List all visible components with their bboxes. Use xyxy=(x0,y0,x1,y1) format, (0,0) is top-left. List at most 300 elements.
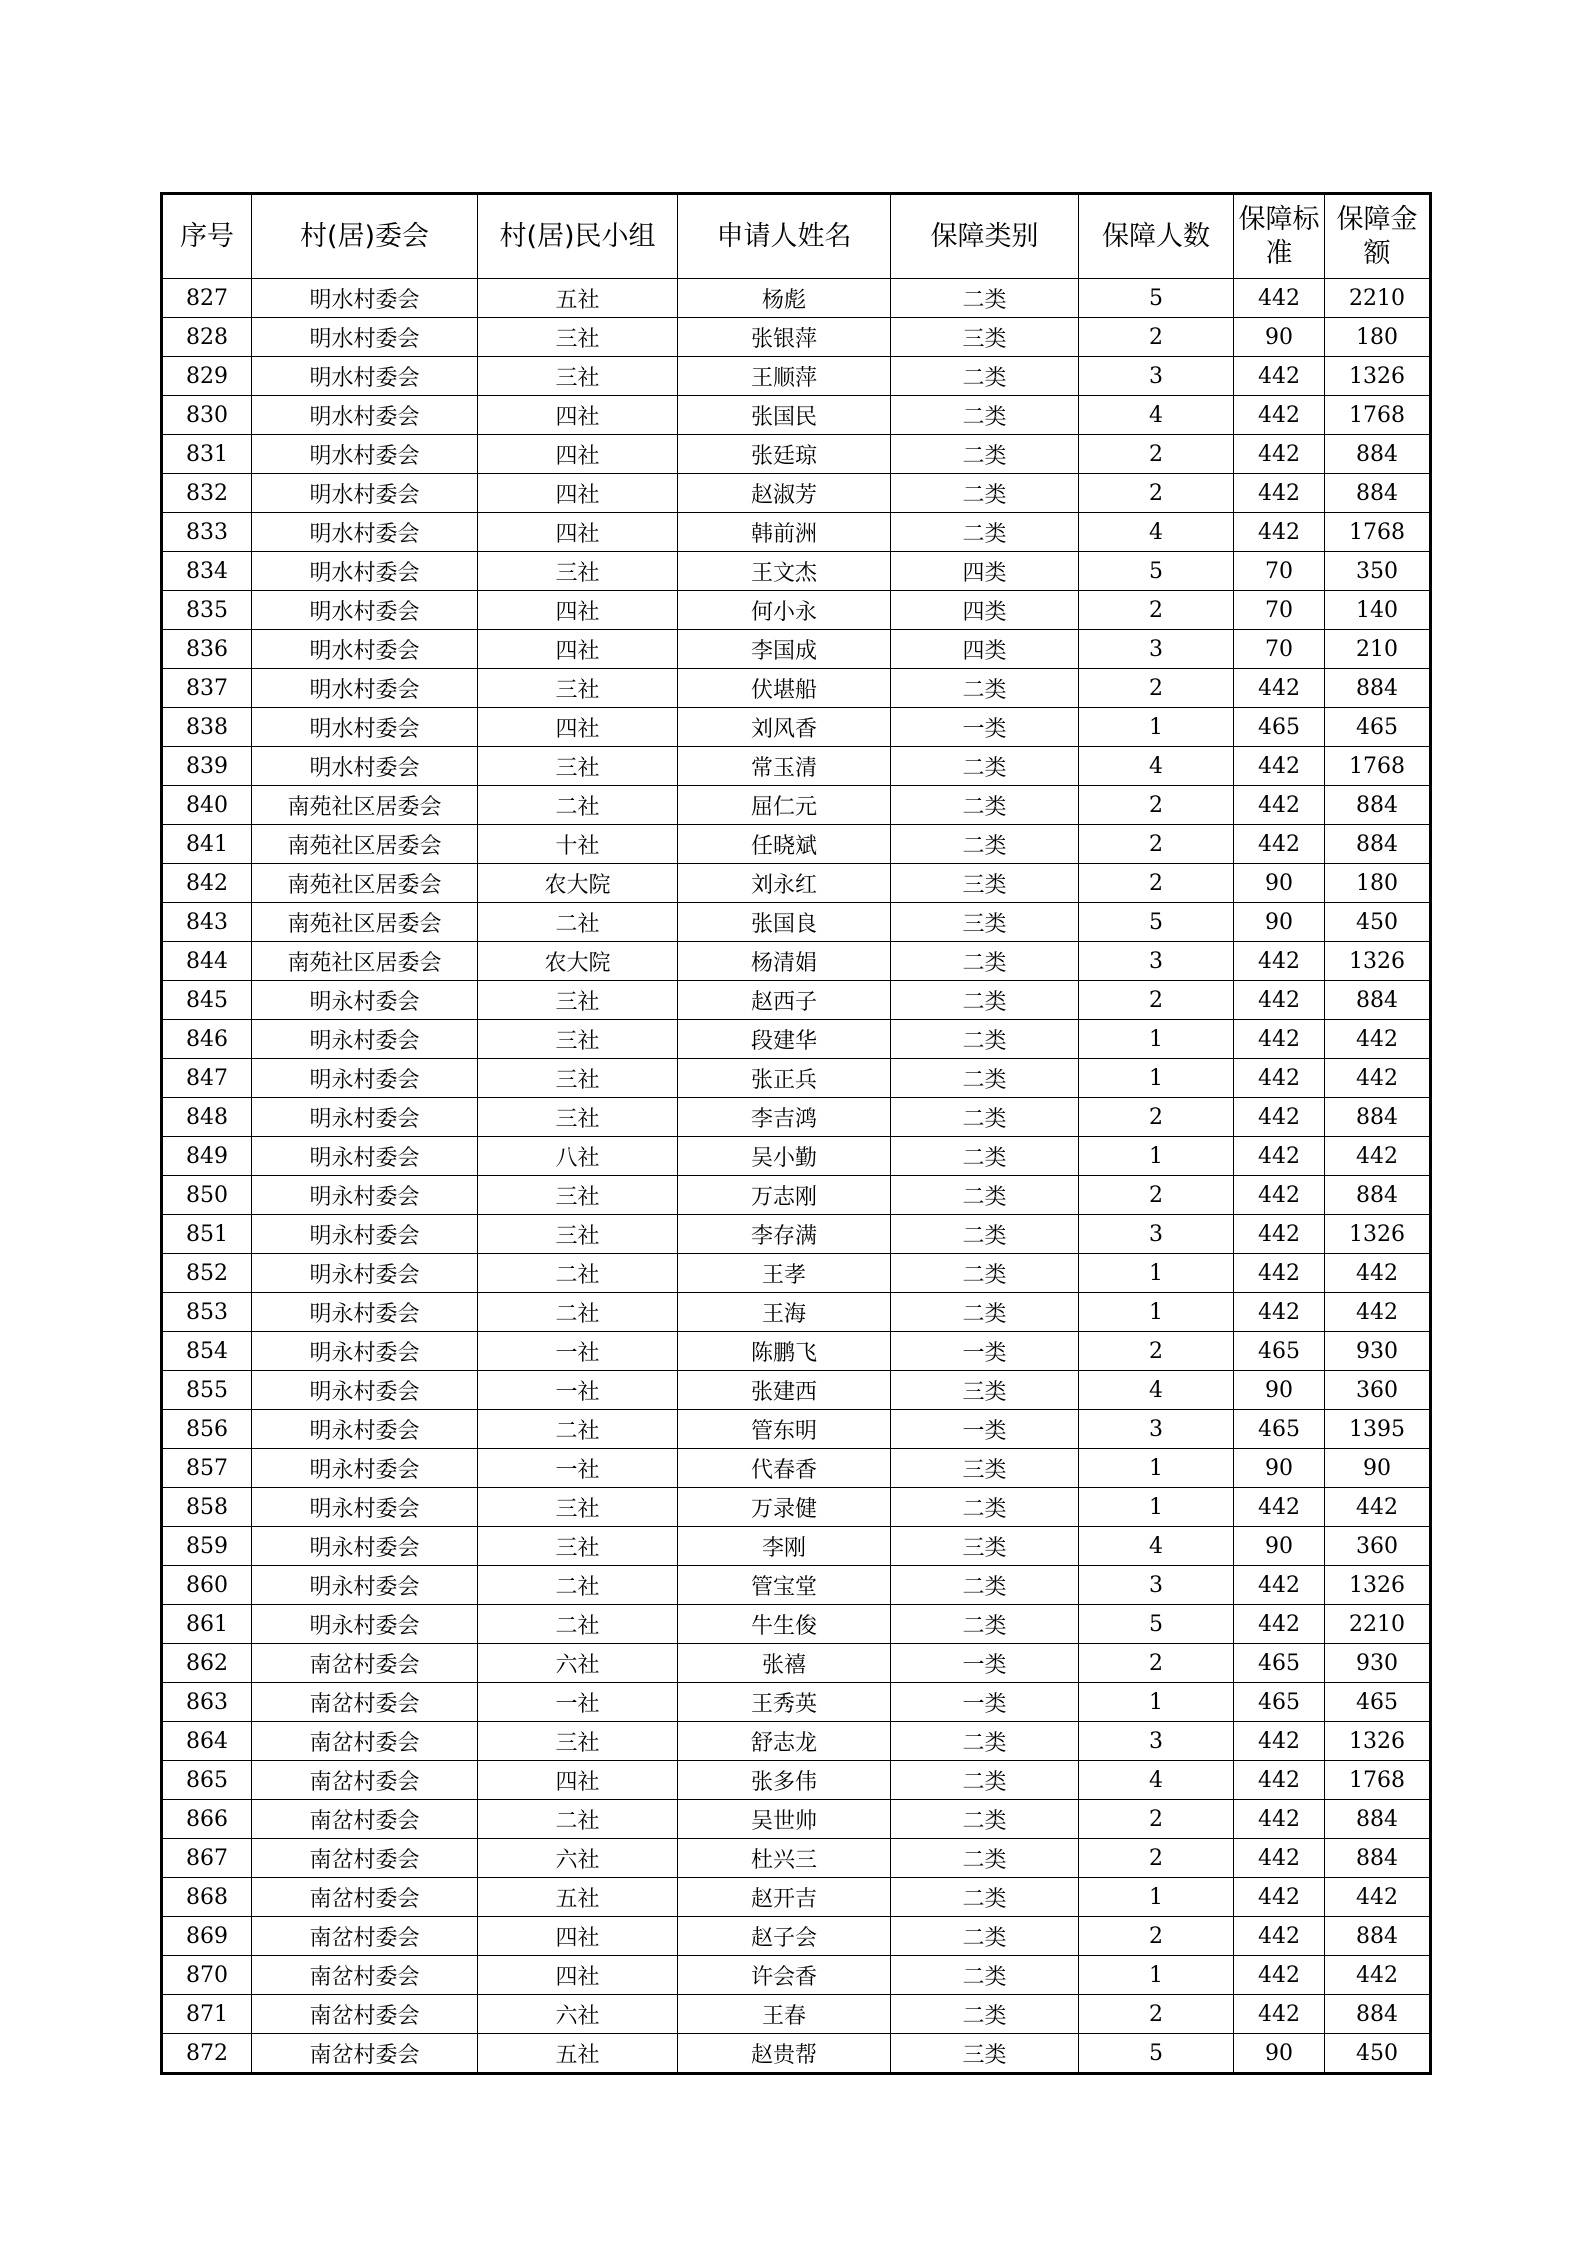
table-row xyxy=(162,552,1431,591)
assistance-category-cell: 四类 xyxy=(891,630,1079,669)
village-group-cell: 三社 xyxy=(478,1059,678,1098)
village-group-cell: 四社 xyxy=(478,630,678,669)
standard-amount-cell: 442 xyxy=(1234,1137,1325,1176)
table-row xyxy=(162,1800,1431,1839)
applicant-name-cell: 赵淑芳 xyxy=(678,474,891,513)
household-size-cell: 5 xyxy=(1079,552,1234,591)
table-row xyxy=(162,1293,1431,1332)
assistance-category-cell: 一类 xyxy=(891,1410,1079,1449)
village-group-cell: 三社 xyxy=(478,318,678,357)
village-group-cell: 一社 xyxy=(478,1371,678,1410)
household-size-cell: 3 xyxy=(1079,1410,1234,1449)
total-amount-cell: 350 xyxy=(1325,552,1431,591)
applicant-name-cell: 张禧 xyxy=(678,1644,891,1683)
serial-number-cell: 834 xyxy=(162,552,252,591)
standard-amount-cell: 442 xyxy=(1234,1488,1325,1527)
village-committee-cell: 明水村委会 xyxy=(252,435,478,474)
table-row xyxy=(162,435,1431,474)
standard-amount-cell: 70 xyxy=(1234,552,1325,591)
serial-number-cell: 841 xyxy=(162,825,252,864)
applicant-name-cell: 万录健 xyxy=(678,1488,891,1527)
assistance-category-cell: 二类 xyxy=(891,435,1079,474)
applicant-name-cell: 伏堪船 xyxy=(678,669,891,708)
household-size-cell: 2 xyxy=(1079,1995,1234,2034)
village-group-cell: 一社 xyxy=(478,1449,678,1488)
applicant-name-cell: 王秀英 xyxy=(678,1683,891,1722)
table-row xyxy=(162,630,1431,669)
serial-number-cell: 843 xyxy=(162,903,252,942)
total-amount-cell: 930 xyxy=(1325,1644,1431,1683)
table-row xyxy=(162,864,1431,903)
applicant-name-cell: 任晓斌 xyxy=(678,825,891,864)
serial-number-cell: 851 xyxy=(162,1215,252,1254)
village-committee-cell: 明永村委会 xyxy=(252,1566,478,1605)
total-amount-cell: 1326 xyxy=(1325,357,1431,396)
village-group-cell: 三社 xyxy=(478,1098,678,1137)
village-committee-cell: 南岔村委会 xyxy=(252,1644,478,1683)
serial-number-cell: 853 xyxy=(162,1293,252,1332)
applicant-name-cell: 李吉鸿 xyxy=(678,1098,891,1137)
total-amount-cell: 1326 xyxy=(1325,1566,1431,1605)
household-size-cell: 3 xyxy=(1079,942,1234,981)
serial-number-cell: 849 xyxy=(162,1137,252,1176)
header-household-size: 保障人数 xyxy=(1079,194,1234,279)
header-applicant-name: 申请人姓名 xyxy=(678,194,891,279)
village-committee-cell: 南岔村委会 xyxy=(252,1878,478,1917)
total-amount-cell: 180 xyxy=(1325,318,1431,357)
applicant-name-cell: 万志刚 xyxy=(678,1176,891,1215)
table-row xyxy=(162,903,1431,942)
village-committee-cell: 南岔村委会 xyxy=(252,2034,478,2074)
applicant-name-cell: 张多伟 xyxy=(678,1761,891,1800)
standard-amount-cell: 442 xyxy=(1234,747,1325,786)
header-standard-amount: 保障标准 xyxy=(1234,194,1325,279)
village-committee-cell: 南苑社区居委会 xyxy=(252,903,478,942)
table-row xyxy=(162,825,1431,864)
village-committee-cell: 明永村委会 xyxy=(252,1488,478,1527)
total-amount-cell: 884 xyxy=(1325,1800,1431,1839)
household-size-cell: 1 xyxy=(1079,1020,1234,1059)
standard-amount-cell: 442 xyxy=(1234,786,1325,825)
table-row xyxy=(162,1020,1431,1059)
standard-amount-cell: 70 xyxy=(1234,630,1325,669)
table-row xyxy=(162,981,1431,1020)
village-group-cell: 十社 xyxy=(478,825,678,864)
serial-number-cell: 840 xyxy=(162,786,252,825)
serial-number-cell: 850 xyxy=(162,1176,252,1215)
household-size-cell: 1 xyxy=(1079,1878,1234,1917)
standard-amount-cell: 90 xyxy=(1234,1527,1325,1566)
standard-amount-cell: 442 xyxy=(1234,1722,1325,1761)
standard-amount-cell: 442 xyxy=(1234,513,1325,552)
serial-number-cell: 868 xyxy=(162,1878,252,1917)
applicant-name-cell: 代春香 xyxy=(678,1449,891,1488)
table-row xyxy=(162,1683,1431,1722)
village-committee-cell: 南苑社区居委会 xyxy=(252,942,478,981)
total-amount-cell: 90 xyxy=(1325,1449,1431,1488)
household-size-cell: 1 xyxy=(1079,1293,1234,1332)
total-amount-cell: 1768 xyxy=(1325,1761,1431,1800)
household-size-cell: 1 xyxy=(1079,1254,1234,1293)
table-row xyxy=(162,1839,1431,1878)
standard-amount-cell: 442 xyxy=(1234,1020,1325,1059)
village-group-cell: 四社 xyxy=(478,1956,678,1995)
assistance-category-cell: 四类 xyxy=(891,591,1079,630)
applicant-name-cell: 何小永 xyxy=(678,591,891,630)
village-committee-cell: 明永村委会 xyxy=(252,1371,478,1410)
serial-number-cell: 871 xyxy=(162,1995,252,2034)
village-committee-cell: 明永村委会 xyxy=(252,1527,478,1566)
village-committee-cell: 南岔村委会 xyxy=(252,1683,478,1722)
village-committee-cell: 明水村委会 xyxy=(252,318,478,357)
assistance-category-cell: 二类 xyxy=(891,357,1079,396)
table-row xyxy=(162,1254,1431,1293)
standard-amount-cell: 442 xyxy=(1234,1098,1325,1137)
table-row xyxy=(162,708,1431,747)
village-committee-cell: 明永村委会 xyxy=(252,1332,478,1371)
standard-amount-cell: 442 xyxy=(1234,1059,1325,1098)
assistance-category-cell: 二类 xyxy=(891,669,1079,708)
household-size-cell: 3 xyxy=(1079,1722,1234,1761)
applicant-name-cell: 王文杰 xyxy=(678,552,891,591)
table-row xyxy=(162,1995,1431,2034)
household-size-cell: 2 xyxy=(1079,591,1234,630)
applicant-name-cell: 李国成 xyxy=(678,630,891,669)
serial-number-cell: 827 xyxy=(162,279,252,318)
serial-number-cell: 869 xyxy=(162,1917,252,1956)
total-amount-cell: 884 xyxy=(1325,1917,1431,1956)
assistance-category-cell: 二类 xyxy=(891,1254,1079,1293)
standard-amount-cell: 442 xyxy=(1234,1800,1325,1839)
household-size-cell: 5 xyxy=(1079,1605,1234,1644)
total-amount-cell: 450 xyxy=(1325,2034,1431,2074)
header-row xyxy=(162,194,1431,279)
applicant-name-cell: 韩前洲 xyxy=(678,513,891,552)
village-group-cell: 四社 xyxy=(478,708,678,747)
applicant-name-cell: 管东明 xyxy=(678,1410,891,1449)
serial-number-cell: 858 xyxy=(162,1488,252,1527)
village-committee-cell: 明永村委会 xyxy=(252,1020,478,1059)
total-amount-cell: 442 xyxy=(1325,1020,1431,1059)
household-size-cell: 5 xyxy=(1079,903,1234,942)
village-committee-cell: 南岔村委会 xyxy=(252,1917,478,1956)
village-committee-cell: 明永村委会 xyxy=(252,1449,478,1488)
total-amount-cell: 1326 xyxy=(1325,1722,1431,1761)
serial-number-cell: 837 xyxy=(162,669,252,708)
applicant-name-cell: 刘永红 xyxy=(678,864,891,903)
applicant-name-cell: 王春 xyxy=(678,1995,891,2034)
village-group-cell: 四社 xyxy=(478,591,678,630)
assistance-category-cell: 三类 xyxy=(891,2034,1079,2074)
village-committee-cell: 明水村委会 xyxy=(252,669,478,708)
village-group-cell: 二社 xyxy=(478,786,678,825)
village-committee-cell: 明水村委会 xyxy=(252,630,478,669)
table-row xyxy=(162,513,1431,552)
total-amount-cell: 884 xyxy=(1325,1176,1431,1215)
standard-amount-cell: 442 xyxy=(1234,1293,1325,1332)
village-group-cell: 二社 xyxy=(478,903,678,942)
village-committee-cell: 明水村委会 xyxy=(252,279,478,318)
assistance-category-cell: 二类 xyxy=(891,942,1079,981)
assistance-category-cell: 二类 xyxy=(891,396,1079,435)
village-committee-cell: 明永村委会 xyxy=(252,1410,478,1449)
applicant-name-cell: 王顺萍 xyxy=(678,357,891,396)
serial-number-cell: 831 xyxy=(162,435,252,474)
total-amount-cell: 442 xyxy=(1325,1137,1431,1176)
village-group-cell: 三社 xyxy=(478,552,678,591)
household-size-cell: 1 xyxy=(1079,708,1234,747)
assistance-category-cell: 四类 xyxy=(891,552,1079,591)
table-row xyxy=(162,474,1431,513)
village-committee-cell: 南岔村委会 xyxy=(252,1839,478,1878)
table-header xyxy=(162,194,1431,279)
household-size-cell: 1 xyxy=(1079,1488,1234,1527)
total-amount-cell: 210 xyxy=(1325,630,1431,669)
table-row xyxy=(162,1449,1431,1488)
village-committee-cell: 南岔村委会 xyxy=(252,1722,478,1761)
applicant-name-cell: 张正兵 xyxy=(678,1059,891,1098)
standard-amount-cell: 442 xyxy=(1234,1761,1325,1800)
village-committee-cell: 明水村委会 xyxy=(252,474,478,513)
serial-number-cell: 860 xyxy=(162,1566,252,1605)
serial-number-cell: 852 xyxy=(162,1254,252,1293)
serial-number-cell: 847 xyxy=(162,1059,252,1098)
village-committee-cell: 明水村委会 xyxy=(252,552,478,591)
applicant-name-cell: 杨清娟 xyxy=(678,942,891,981)
table-row xyxy=(162,279,1431,318)
applicant-name-cell: 杨彪 xyxy=(678,279,891,318)
village-group-cell: 三社 xyxy=(478,1215,678,1254)
assistance-category-cell: 二类 xyxy=(891,786,1079,825)
serial-number-cell: 842 xyxy=(162,864,252,903)
total-amount-cell: 442 xyxy=(1325,1293,1431,1332)
serial-number-cell: 864 xyxy=(162,1722,252,1761)
household-size-cell: 3 xyxy=(1079,1566,1234,1605)
assistance-category-cell: 二类 xyxy=(891,1020,1079,1059)
village-group-cell: 六社 xyxy=(478,1995,678,2034)
applicant-name-cell: 王孝 xyxy=(678,1254,891,1293)
table-row xyxy=(162,1176,1431,1215)
assistance-category-cell: 二类 xyxy=(891,1878,1079,1917)
table-row xyxy=(162,669,1431,708)
village-group-cell: 三社 xyxy=(478,357,678,396)
total-amount-cell: 1768 xyxy=(1325,747,1431,786)
applicant-name-cell: 牛生俊 xyxy=(678,1605,891,1644)
table-row xyxy=(162,1722,1431,1761)
table-row xyxy=(162,591,1431,630)
village-committee-cell: 南苑社区居委会 xyxy=(252,825,478,864)
applicant-name-cell: 赵贵帮 xyxy=(678,2034,891,2074)
serial-number-cell: 846 xyxy=(162,1020,252,1059)
serial-number-cell: 855 xyxy=(162,1371,252,1410)
village-committee-cell: 明永村委会 xyxy=(252,1605,478,1644)
assistance-category-cell: 二类 xyxy=(891,1761,1079,1800)
standard-amount-cell: 442 xyxy=(1234,981,1325,1020)
applicant-name-cell: 刘风香 xyxy=(678,708,891,747)
village-group-cell: 三社 xyxy=(478,1488,678,1527)
village-group-cell: 二社 xyxy=(478,1566,678,1605)
village-group-cell: 四社 xyxy=(478,435,678,474)
applicant-name-cell: 段建华 xyxy=(678,1020,891,1059)
total-amount-cell: 884 xyxy=(1325,669,1431,708)
header-village-group: 村(居)民小组 xyxy=(478,194,678,279)
applicant-name-cell: 许会香 xyxy=(678,1956,891,1995)
table-body xyxy=(162,279,1431,2074)
standard-amount-cell: 442 xyxy=(1234,474,1325,513)
village-group-cell: 三社 xyxy=(478,1722,678,1761)
total-amount-cell: 2210 xyxy=(1325,279,1431,318)
applicant-name-cell: 王海 xyxy=(678,1293,891,1332)
table-row xyxy=(162,2034,1431,2074)
serial-number-cell: 867 xyxy=(162,1839,252,1878)
applicant-name-cell: 赵西子 xyxy=(678,981,891,1020)
assistance-category-cell: 二类 xyxy=(891,1722,1079,1761)
serial-number-cell: 830 xyxy=(162,396,252,435)
village-group-cell: 二社 xyxy=(478,1293,678,1332)
village-group-cell: 四社 xyxy=(478,1761,678,1800)
applicant-name-cell: 张银萍 xyxy=(678,318,891,357)
village-group-cell: 一社 xyxy=(478,1332,678,1371)
total-amount-cell: 1768 xyxy=(1325,513,1431,552)
village-group-cell: 八社 xyxy=(478,1137,678,1176)
household-size-cell: 2 xyxy=(1079,981,1234,1020)
applicant-name-cell: 张建西 xyxy=(678,1371,891,1410)
total-amount-cell: 465 xyxy=(1325,708,1431,747)
standard-amount-cell: 442 xyxy=(1234,435,1325,474)
household-size-cell: 3 xyxy=(1079,1215,1234,1254)
total-amount-cell: 360 xyxy=(1325,1527,1431,1566)
household-size-cell: 2 xyxy=(1079,318,1234,357)
standard-amount-cell: 90 xyxy=(1234,318,1325,357)
standard-amount-cell: 465 xyxy=(1234,1683,1325,1722)
applicant-name-cell: 管宝堂 xyxy=(678,1566,891,1605)
village-committee-cell: 南苑社区居委会 xyxy=(252,786,478,825)
village-group-cell: 二社 xyxy=(478,1800,678,1839)
standard-amount-cell: 442 xyxy=(1234,357,1325,396)
header-total-amount: 保障金额 xyxy=(1325,194,1431,279)
assistance-category-cell: 二类 xyxy=(891,747,1079,786)
household-size-cell: 2 xyxy=(1079,1176,1234,1215)
village-group-cell: 三社 xyxy=(478,1020,678,1059)
household-size-cell: 2 xyxy=(1079,474,1234,513)
assistance-category-cell: 三类 xyxy=(891,864,1079,903)
total-amount-cell: 884 xyxy=(1325,825,1431,864)
standard-amount-cell: 442 xyxy=(1234,1254,1325,1293)
applicant-name-cell: 屈仁元 xyxy=(678,786,891,825)
table-row xyxy=(162,786,1431,825)
serial-number-cell: 854 xyxy=(162,1332,252,1371)
table-row xyxy=(162,1137,1431,1176)
village-committee-cell: 明永村委会 xyxy=(252,1215,478,1254)
assistance-category-cell: 二类 xyxy=(891,1176,1079,1215)
assistance-category-cell: 三类 xyxy=(891,318,1079,357)
village-committee-cell: 明永村委会 xyxy=(252,1059,478,1098)
village-committee-cell: 明永村委会 xyxy=(252,1137,478,1176)
standard-amount-cell: 442 xyxy=(1234,1215,1325,1254)
household-size-cell: 1 xyxy=(1079,1683,1234,1722)
serial-number-cell: 835 xyxy=(162,591,252,630)
village-group-cell: 四社 xyxy=(478,513,678,552)
header-village-committee: 村(居)委会 xyxy=(252,194,478,279)
serial-number-cell: 872 xyxy=(162,2034,252,2074)
total-amount-cell: 180 xyxy=(1325,864,1431,903)
table-row xyxy=(162,318,1431,357)
household-size-cell: 2 xyxy=(1079,1098,1234,1137)
standard-amount-cell: 90 xyxy=(1234,2034,1325,2074)
total-amount-cell: 884 xyxy=(1325,1098,1431,1137)
total-amount-cell: 1768 xyxy=(1325,396,1431,435)
assistance-category-cell: 二类 xyxy=(891,1605,1079,1644)
village-group-cell: 二社 xyxy=(478,1254,678,1293)
total-amount-cell: 140 xyxy=(1325,591,1431,630)
assistance-category-cell: 二类 xyxy=(891,1566,1079,1605)
assistance-category-cell: 三类 xyxy=(891,903,1079,942)
serial-number-cell: 832 xyxy=(162,474,252,513)
applicant-name-cell: 赵开吉 xyxy=(678,1878,891,1917)
village-committee-cell: 明水村委会 xyxy=(252,396,478,435)
assistance-category-cell: 一类 xyxy=(891,708,1079,747)
total-amount-cell: 442 xyxy=(1325,1956,1431,1995)
serial-number-cell: 870 xyxy=(162,1956,252,1995)
household-size-cell: 1 xyxy=(1079,1137,1234,1176)
village-committee-cell: 南岔村委会 xyxy=(252,1800,478,1839)
serial-number-cell: 861 xyxy=(162,1605,252,1644)
village-group-cell: 五社 xyxy=(478,2034,678,2074)
household-size-cell: 4 xyxy=(1079,396,1234,435)
village-group-cell: 六社 xyxy=(478,1644,678,1683)
village-group-cell: 三社 xyxy=(478,669,678,708)
table-row xyxy=(162,1917,1431,1956)
village-committee-cell: 明永村委会 xyxy=(252,1176,478,1215)
table-row xyxy=(162,1527,1431,1566)
village-group-cell: 一社 xyxy=(478,1683,678,1722)
standard-amount-cell: 442 xyxy=(1234,1839,1325,1878)
total-amount-cell: 465 xyxy=(1325,1683,1431,1722)
applicant-name-cell: 常玉清 xyxy=(678,747,891,786)
village-group-cell: 五社 xyxy=(478,1878,678,1917)
household-size-cell: 2 xyxy=(1079,1839,1234,1878)
village-group-cell: 农大院 xyxy=(478,864,678,903)
standard-amount-cell: 442 xyxy=(1234,825,1325,864)
applicant-name-cell: 李刚 xyxy=(678,1527,891,1566)
assistance-roster-table xyxy=(160,192,1432,2075)
serial-number-cell: 863 xyxy=(162,1683,252,1722)
header-serial-number: 序号 xyxy=(162,194,252,279)
total-amount-cell: 884 xyxy=(1325,786,1431,825)
table-row xyxy=(162,1215,1431,1254)
household-size-cell: 2 xyxy=(1079,786,1234,825)
total-amount-cell: 450 xyxy=(1325,903,1431,942)
total-amount-cell: 884 xyxy=(1325,981,1431,1020)
table-row xyxy=(162,942,1431,981)
village-committee-cell: 明永村委会 xyxy=(252,1098,478,1137)
standard-amount-cell: 90 xyxy=(1234,903,1325,942)
serial-number-cell: 833 xyxy=(162,513,252,552)
table-row xyxy=(162,1605,1431,1644)
household-size-cell: 4 xyxy=(1079,1527,1234,1566)
household-size-cell: 4 xyxy=(1079,1371,1234,1410)
total-amount-cell: 884 xyxy=(1325,474,1431,513)
applicant-name-cell: 杜兴三 xyxy=(678,1839,891,1878)
village-committee-cell: 明水村委会 xyxy=(252,357,478,396)
assistance-category-cell: 三类 xyxy=(891,1449,1079,1488)
serial-number-cell: 845 xyxy=(162,981,252,1020)
household-size-cell: 1 xyxy=(1079,1059,1234,1098)
standard-amount-cell: 465 xyxy=(1234,1644,1325,1683)
total-amount-cell: 930 xyxy=(1325,1332,1431,1371)
standard-amount-cell: 442 xyxy=(1234,1878,1325,1917)
serial-number-cell: 839 xyxy=(162,747,252,786)
